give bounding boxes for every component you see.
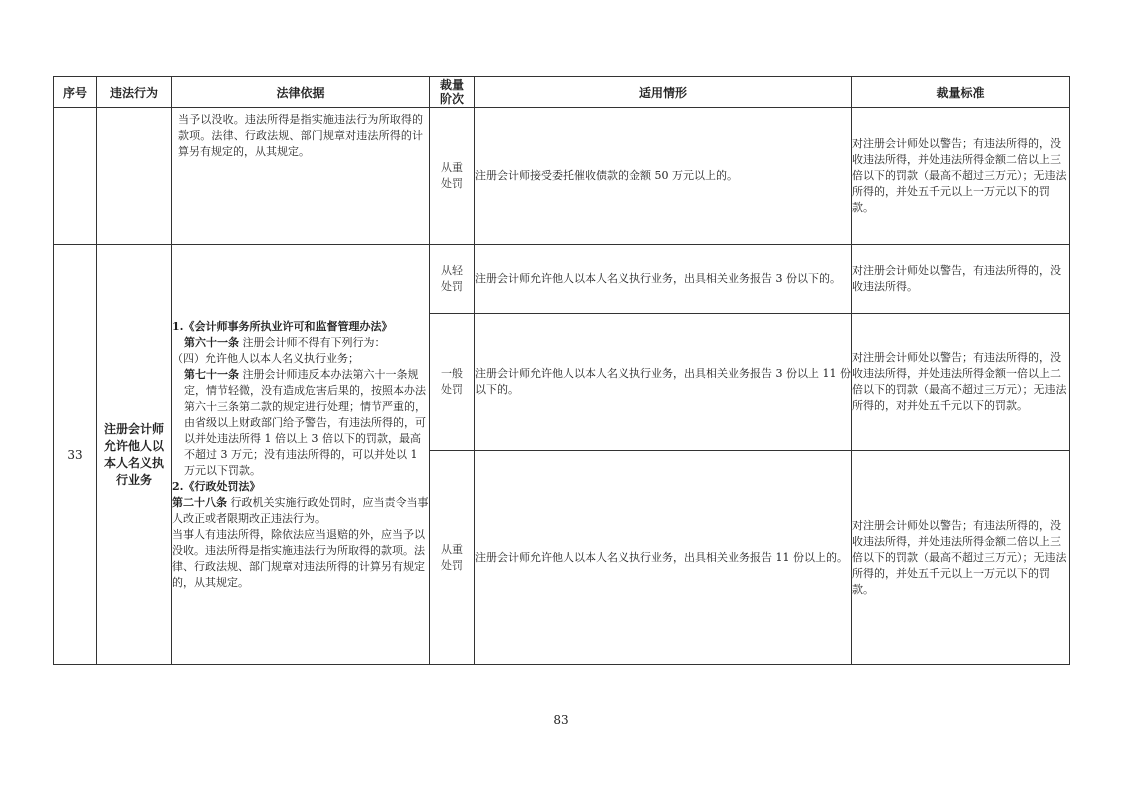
page-number: 83 <box>553 713 569 727</box>
header-standard: 裁量标准 <box>852 77 1070 108</box>
continued-legal-text: 当予以没收。违法所得是指实施违法行为所取得的款项。法律、行政法规、部门规章对违法所得的计算另有规定的，从其规定。 <box>172 108 430 245</box>
header-legal-basis: 法律依据 <box>172 77 430 108</box>
art28-label: 第二十八条 <box>172 495 227 509</box>
continued-level: 从重处罚 <box>430 108 475 245</box>
art28-text-2: 当事人有违法所得，除依法应当退赔的外，应当予以没收。违法所得是指实施违法行为所取得的款项。法律、行政法规、部门规章对违法所得的计算另有规定的，从其规定。 <box>172 527 425 589</box>
continued-situation: 注册会计师接受委托催收债款的金额 50 万元以上的。 <box>475 108 852 245</box>
tier-2-standard: 对注册会计师处以警告；有违法所得的，没收违法所得，并处违法所得金额一倍以上二倍以下的罚款（最高不超过三万元）；无违法所得的，对并处五千元以下的罚款。 <box>852 314 1070 451</box>
tier-2-situation: 注册会计师允许他人以本人名义执行业务，出具相关业务报告 3 份以上 11 份以下的。 <box>475 314 852 451</box>
row33-act: 注册会计师允许他人以本人名义执行业务 <box>97 245 172 665</box>
header-level <box>430 77 475 108</box>
art61-text: 注册会计师不得有下列行为： <box>239 335 386 349</box>
legal-title-2: 2.《行政处罚法》 <box>172 479 261 493</box>
header-act: 违法行为 <box>97 77 172 108</box>
art28-text: 行政机关实施行政处罚时，应当责令当事人改正或者限期改正违法行为。 <box>172 495 429 525</box>
continued-act <box>97 108 172 245</box>
tier-1-situation: 注册会计师允许他人以本人名义执行业务，出具相关业务报告 3 份以下的。 <box>475 245 852 314</box>
art71-label: 第七十一条 <box>184 367 239 381</box>
continued-row <box>54 108 1070 245</box>
header-level-line2: 阶次 <box>439 92 464 106</box>
tier-2-level: 一般处罚 <box>430 314 475 451</box>
tier-1-standard: 对注册会计师处以警告，有违法所得的，没收违法所得。 <box>852 245 1070 314</box>
tier-3-situation: 注册会计师允许他人以本人名义执行业务，出具相关业务报告 11 份以上的。 <box>475 451 852 665</box>
tier-3-level: 从重处罚 <box>430 451 475 665</box>
header-situation: 适用情形 <box>475 77 852 108</box>
art61-label: 第六十一条 <box>184 335 239 349</box>
penalty-table <box>53 76 1070 665</box>
legal-title-1: 1.《会计师事务所执业许可和监督管理办法》 <box>172 319 393 333</box>
header-level-line1: 裁量 <box>439 78 464 92</box>
continued-standard: 对注册会计师处以警告；有违法所得的，没收违法所得，并处违法所得金额二倍以上三倍以下的罚款（最高不超过三万元）；无违法所得的，并处五千元以上一万元以下的罚款。 <box>852 108 1070 245</box>
art71-text: 注册会计师违反本办法第六十一条规定，情节轻微，没有造成危害后果的，按照本办法第六十三条第二款的规定进行处理；情节严重的，由省级以上财政部门给予警告，有违法所得的，可以并处违法所得 1 倍以上 3 倍以下的罚款，最高不超过 3 万元；没有违法所得的，可以并处以 1 万元以下罚款。 <box>184 367 426 477</box>
header-row <box>54 77 1070 108</box>
tier-1-level: 从轻处罚 <box>430 245 475 314</box>
continued-seq <box>54 108 97 245</box>
art61-item: （四）允许他人以本人名义执行业务； <box>172 351 359 365</box>
header-seq: 序号 <box>54 77 97 108</box>
row33-tier-1 <box>54 245 1070 314</box>
row33-seq: 33 <box>54 245 97 665</box>
tier-3-standard: 对注册会计师处以警告；有违法所得的，没收违法所得，并处违法所得金额二倍以上三倍以下的罚款（最高不超过三万元）；无违法所得的，并处五千元以上一万元以下的罚款。 <box>852 451 1070 665</box>
row33-legal-basis <box>172 245 430 665</box>
